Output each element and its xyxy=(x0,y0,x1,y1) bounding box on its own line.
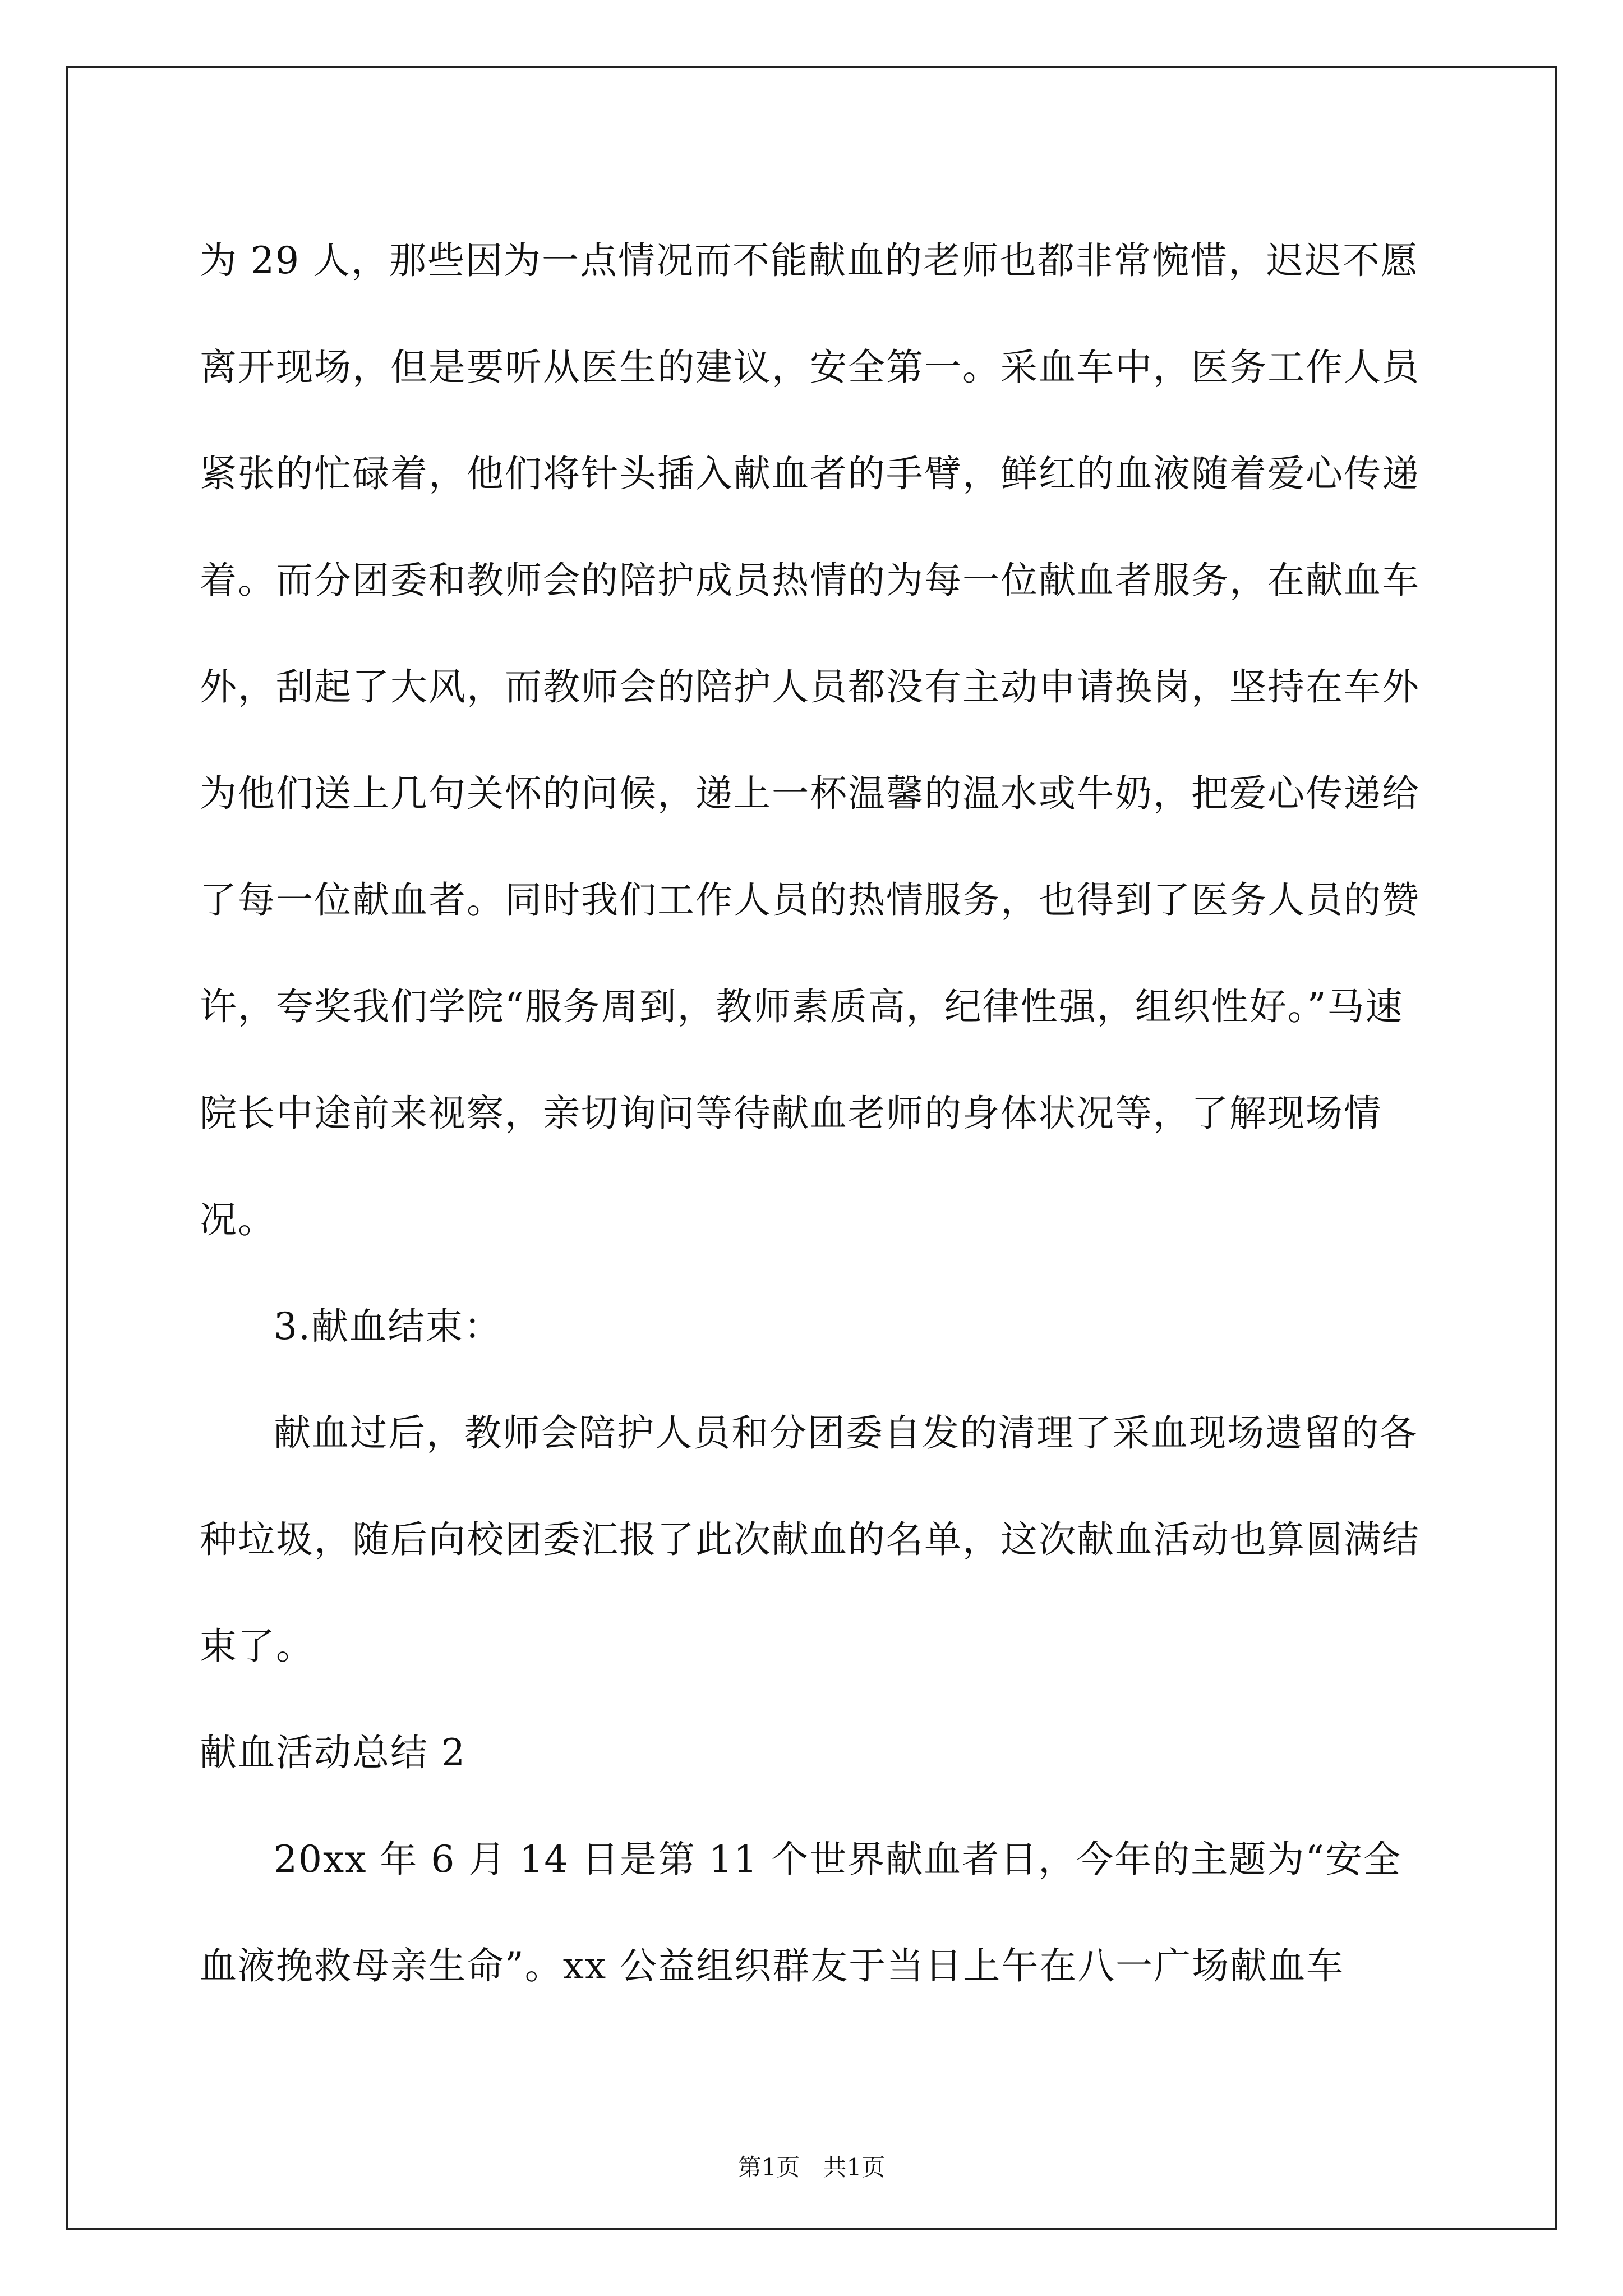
paragraph-world-donor-day: 20xx 年 6 月 14 日是第 11 个世界献血者日，今年的主题为“安全血液挽救母亲生命”。xx 公益组织群友于当日上午在八一广场献血车 xyxy=(200,1838,1401,1987)
paragraph-donation-end: 献血过后，教师会陪护人员和分团委自发的清理了采血现场遗留的各种垃圾，随后向校团委汇报了此次献血的名单，这次献血活动也算圆满结束了。 xyxy=(200,1411,1420,1668)
paragraph-blood-donation-scene: 为 29 人，那些因为一点情况而不能献血的老师也都非常惋惜，迟迟不愿离开现场，但是要听从医生的建议，安全第一。采血车中，医务工作人员紧张的忙碌着，他们将针头插入献血者的手臂，鲜红的血液随着爱心传递着。而分团委和教师会的陪护成员热情的为每一位献血者服务，在献血车外，刮起了大风，而教师会的陪护人员都没有主动申请换岗，坚持在车外为他们送上几句关怀的问候，递上一杯温馨的温水或牛奶，把爱心传递给了每一位献血者。同时我们工作人员的热情服务，也得到了医务人员的赞许，夸奖我们学院“服务周到，教师素质高，纪律性强，组织性好。”马速院长中途前来视察，亲切询问等待献血老师的身体状况等，了解现场情况。 xyxy=(200,239,1420,1241)
section-heading-donation-end: 3.献血结束： xyxy=(274,1305,502,1348)
document-body xyxy=(200,208,1433,2019)
page-footer xyxy=(0,2153,1623,2182)
page-total: 共1页 xyxy=(823,2154,886,2181)
page-number: 第1页 xyxy=(737,2154,800,2181)
section-title-summary-2: 献血活动总结 2 xyxy=(200,1731,466,1774)
